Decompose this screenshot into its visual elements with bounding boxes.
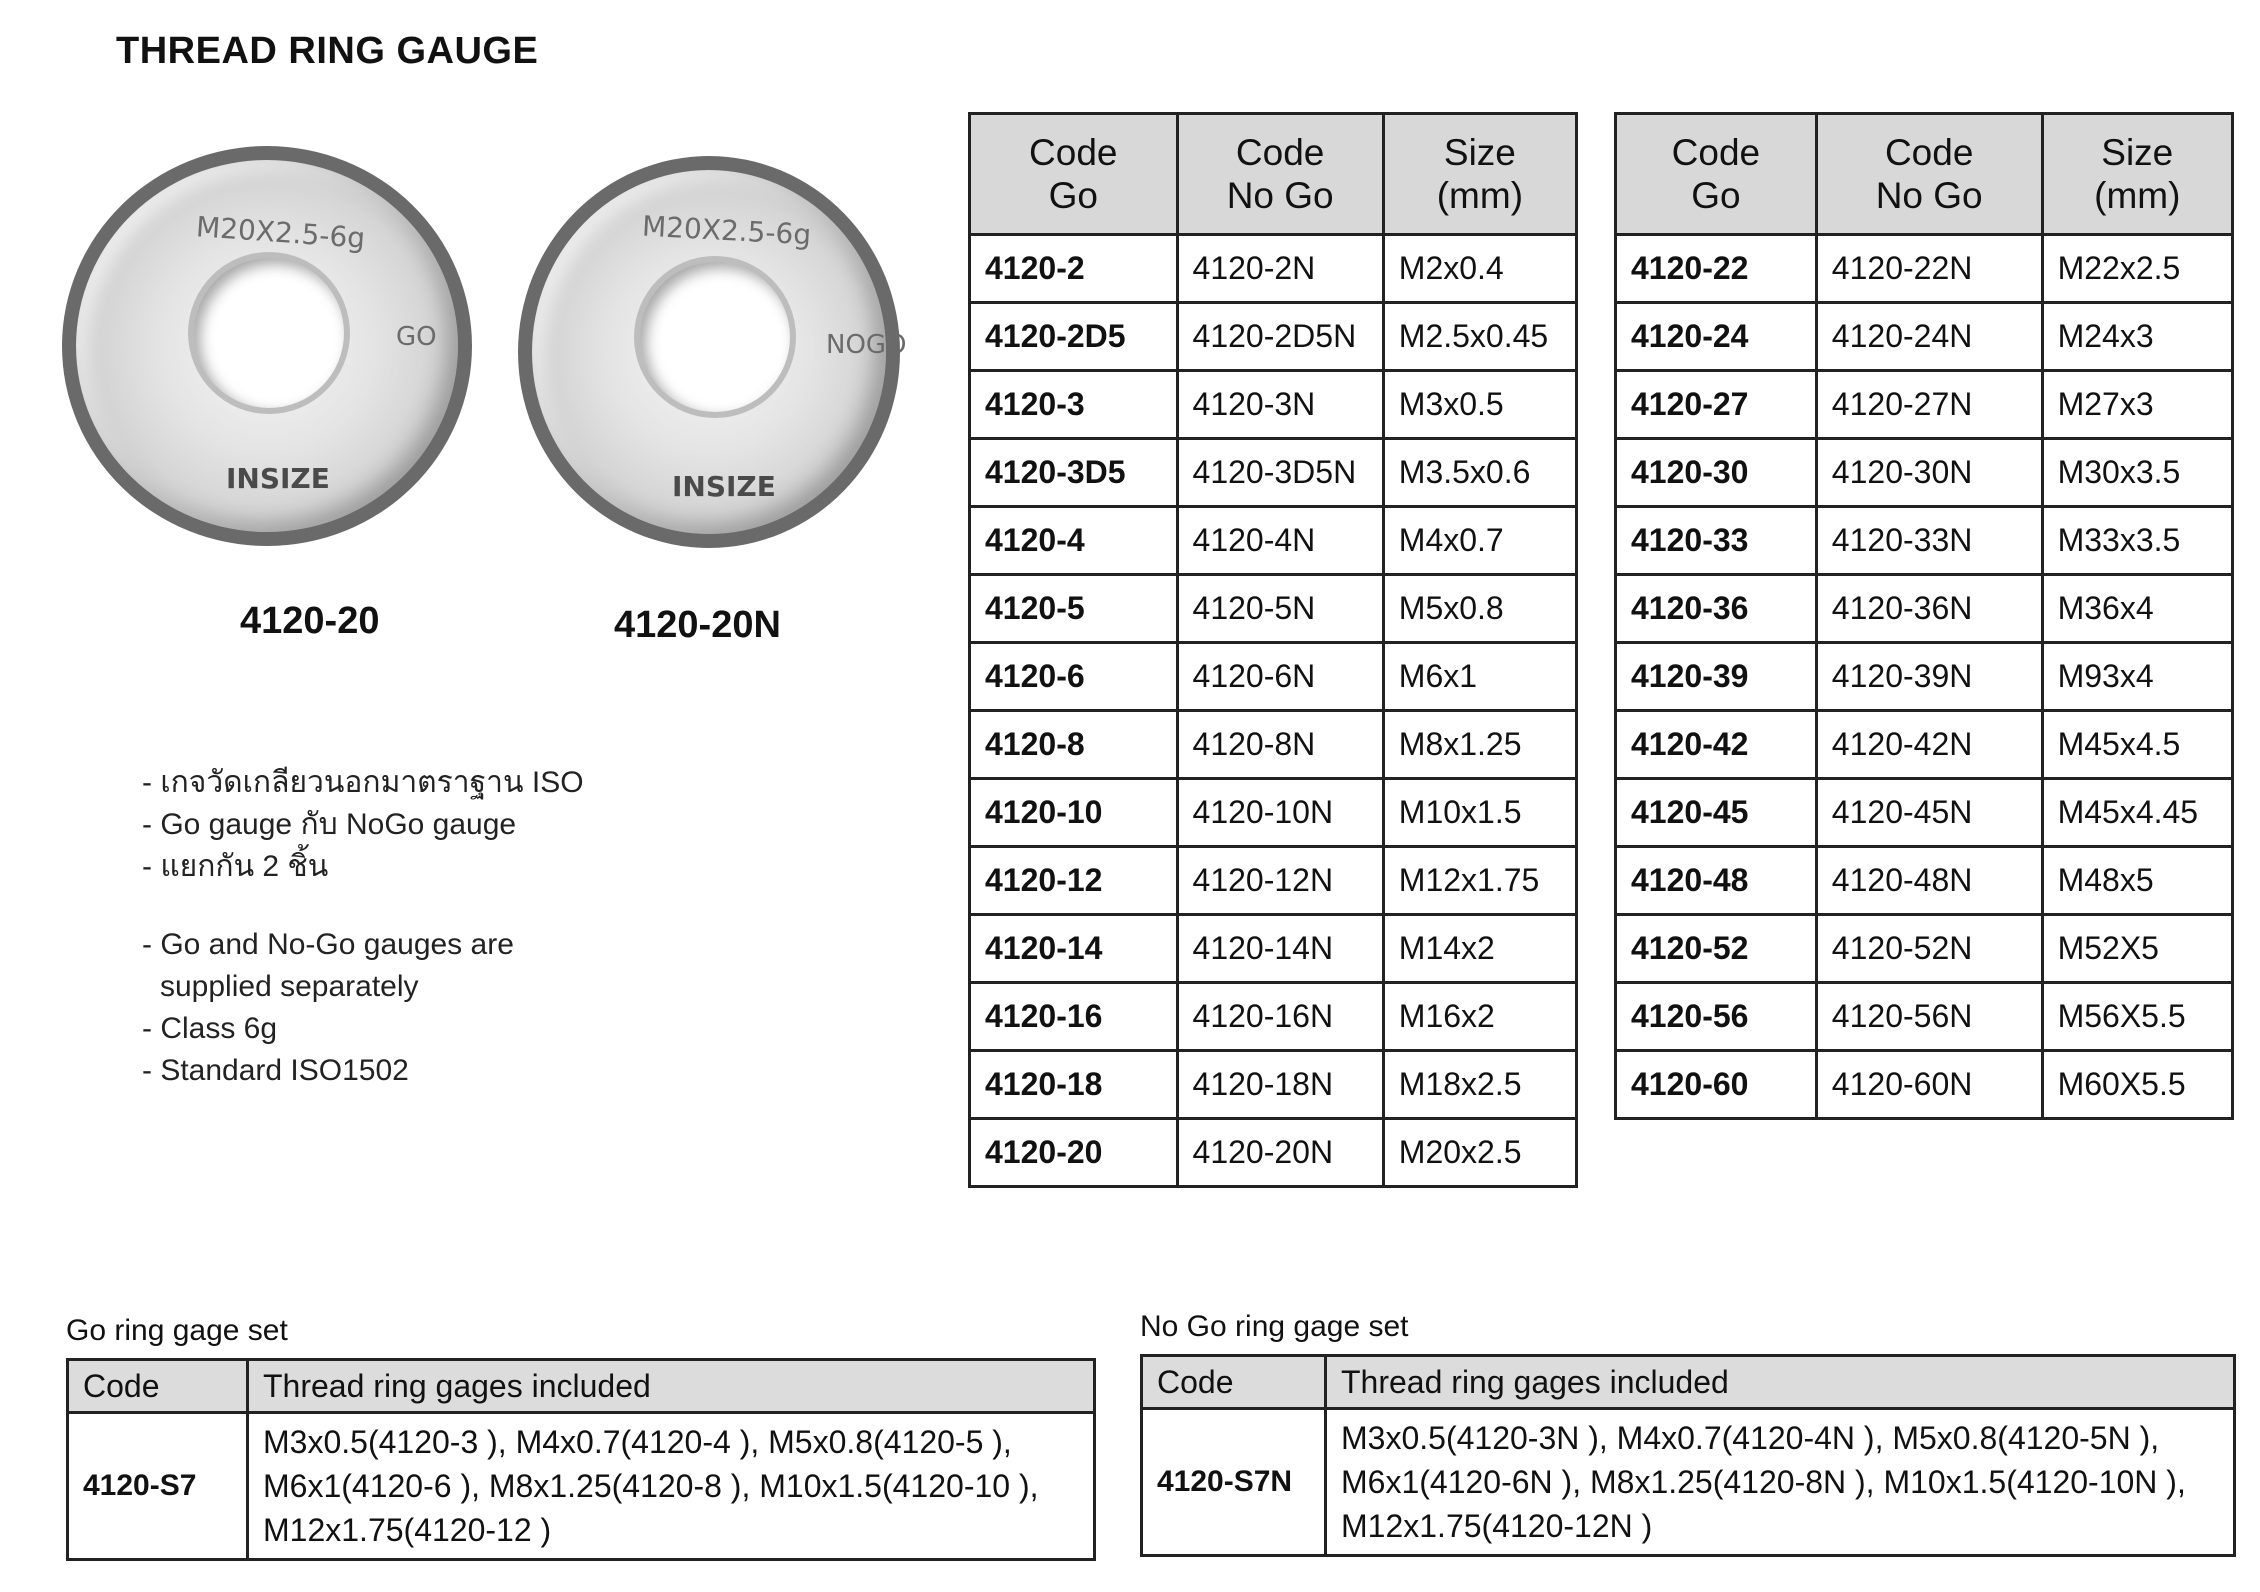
size-cell: M45x4.45: [2042, 779, 2232, 847]
size-cell: M20x2.5: [1383, 1119, 1576, 1187]
nogo-ring-gauge-image: [518, 156, 907, 548]
included-line: M6x1(4120-6 ), M8x1.25(4120-8 ), M10x1.5(4120-10 ),: [263, 1468, 1039, 1504]
code-go-cell: 4120-3D5: [970, 439, 1178, 507]
notes-english: [142, 924, 514, 1092]
table-row: [970, 643, 1577, 711]
table-header-row: [68, 1360, 1095, 1413]
code-go-cell: 4120-18: [970, 1051, 1178, 1119]
ring-hole: [194, 258, 344, 408]
size-cell: M48x5: [2042, 847, 2232, 915]
ring-engraving: M20X2.5-6g: [641, 209, 812, 252]
table-row: [1616, 779, 2233, 847]
code-go-cell: 4120-3: [970, 371, 1178, 439]
header-code-go: Code Go: [970, 114, 1178, 235]
code-nogo-cell: 4120-22N: [1816, 235, 2042, 303]
included-line: M6x1(4120-6N ), M8x1.25(4120-8N ), M10x1.5(4120-10N ),: [1341, 1464, 2186, 1500]
table-row: [1616, 575, 2233, 643]
code-go-cell: 4120-4: [970, 507, 1178, 575]
table-row: [1616, 235, 2233, 303]
go-set-label: Go ring gage set: [66, 1314, 288, 1347]
code-nogo-cell: 4120-60N: [1816, 1051, 2042, 1119]
size-cell: M18x2.5: [1383, 1051, 1576, 1119]
code-go-cell: 4120-30: [1616, 439, 1817, 507]
table-row: [1616, 439, 2233, 507]
code-go-cell: 4120-45: [1616, 779, 1817, 847]
code-go-cell: 4120-22: [1616, 235, 1817, 303]
nogo-set-label: No Go ring gage set: [1140, 1310, 1409, 1343]
ring-hole: [640, 262, 790, 412]
table-row: [1616, 303, 2233, 371]
size-table-left: [968, 112, 1578, 1188]
code-go-cell: 4120-6: [970, 643, 1178, 711]
note-line: supplied separately: [160, 970, 419, 1003]
header-size: Size (mm): [2042, 114, 2232, 235]
code-go-cell: 4120-8: [970, 711, 1178, 779]
header-size: Size (mm): [1383, 114, 1576, 235]
table-row: [970, 575, 1577, 643]
size-cell: M3.5x0.6: [1383, 439, 1576, 507]
table-row: [970, 779, 1577, 847]
code-nogo-cell: 4120-45N: [1816, 779, 2042, 847]
code-go-cell: 4120-56: [1616, 983, 1817, 1051]
code-nogo-cell: 4120-8N: [1177, 711, 1383, 779]
code-nogo-cell: 4120-30N: [1816, 439, 2042, 507]
code-go-cell: 4120-39: [1616, 643, 1817, 711]
size-cell: M2.5x0.45: [1383, 303, 1576, 371]
code-nogo-cell: 4120-6N: [1177, 643, 1383, 711]
code-nogo-cell: 4120-39N: [1816, 643, 2042, 711]
go-gauge-caption: 4120-20: [240, 600, 380, 642]
set-included: [248, 1413, 1095, 1560]
code-nogo-cell: 4120-16N: [1177, 983, 1383, 1051]
go-set-table: [66, 1358, 1096, 1561]
page-title: THREAD RING GAUGE: [116, 30, 539, 72]
size-cell: M24x3: [2042, 303, 2232, 371]
ring-engraving: M20X2.5-6g: [195, 210, 367, 255]
table-row: [970, 983, 1577, 1051]
code-go-cell: 4120-60: [1616, 1051, 1817, 1119]
note-line: - Go gauge กับ NoGo gauge: [142, 808, 517, 841]
header-code-go: Code Go: [1616, 114, 1817, 235]
go-ring-gauge-image: [62, 146, 472, 546]
included-line: M12x1.75(4120-12N ): [1341, 1508, 1653, 1544]
code-nogo-cell: 4120-12N: [1177, 847, 1383, 915]
code-go-cell: 4120-27: [1616, 371, 1817, 439]
size-cell: M12x1.75: [1383, 847, 1576, 915]
size-cell: M33x3.5: [2042, 507, 2232, 575]
table-row: [970, 847, 1577, 915]
code-go-cell: 4120-24: [1616, 303, 1817, 371]
code-go-cell: 4120-16: [970, 983, 1178, 1051]
brand-logo: INSIZE: [672, 470, 776, 503]
table-row: [1616, 711, 2233, 779]
size-cell: M8x1.25: [1383, 711, 1576, 779]
included-line: M3x0.5(4120-3 ), M4x0.7(4120-4 ), M5x0.8(4120-5 ),: [263, 1424, 1012, 1460]
code-nogo-cell: 4120-52N: [1816, 915, 2042, 983]
table-row: [970, 507, 1577, 575]
size-cell: M16x2: [1383, 983, 1576, 1051]
table-row: [1616, 847, 2233, 915]
code-go-cell: 4120-20: [970, 1119, 1178, 1187]
header-code-nogo: Code No Go: [1177, 114, 1383, 235]
table-row: [1616, 915, 2233, 983]
code-nogo-cell: 4120-33N: [1816, 507, 2042, 575]
code-go-cell: 4120-36: [1616, 575, 1817, 643]
table-header-row: [1142, 1356, 2235, 1409]
header-included: Thread ring gages included: [1326, 1356, 2235, 1409]
size-cell: M22x2.5: [2042, 235, 2232, 303]
code-go-cell: 4120-33: [1616, 507, 1817, 575]
table-row: [970, 915, 1577, 983]
note-line: - Standard ISO1502: [142, 1054, 409, 1087]
code-nogo-cell: 4120-5N: [1177, 575, 1383, 643]
table-header-row: [970, 114, 1577, 235]
size-cell: M60X5.5: [2042, 1051, 2232, 1119]
ring-go-mark: GO: [396, 322, 437, 352]
code-nogo-cell: 4120-4N: [1177, 507, 1383, 575]
code-go-cell: 4120-42: [1616, 711, 1817, 779]
code-go-cell: 4120-14: [970, 915, 1178, 983]
set-included: [1326, 1409, 2235, 1556]
size-cell: M4x0.7: [1383, 507, 1576, 575]
table-row: [970, 235, 1577, 303]
code-nogo-cell: 4120-2N: [1177, 235, 1383, 303]
set-code: 4120-S7N: [1142, 1409, 1326, 1556]
code-nogo-cell: 4120-36N: [1816, 575, 2042, 643]
table-row: [1616, 1051, 2233, 1119]
header-code: Code: [68, 1360, 248, 1413]
code-go-cell: 4120-10: [970, 779, 1178, 847]
table-row: [1616, 983, 2233, 1051]
code-nogo-cell: 4120-3D5N: [1177, 439, 1383, 507]
note-line: - Go and No-Go gauges are: [142, 928, 514, 961]
size-cell: M52X5: [2042, 915, 2232, 983]
code-go-cell: 4120-12: [970, 847, 1178, 915]
table-row: [68, 1413, 1095, 1560]
size-cell: M27x3: [2042, 371, 2232, 439]
code-go-cell: 4120-2D5: [970, 303, 1178, 371]
size-cell: M10x1.5: [1383, 779, 1576, 847]
header-code: Code: [1142, 1356, 1326, 1409]
code-nogo-cell: 4120-10N: [1177, 779, 1383, 847]
notes-thai: [142, 762, 584, 888]
brand-logo: INSIZE: [226, 462, 330, 495]
size-cell: M3x0.5: [1383, 371, 1576, 439]
size-cell: M2x0.4: [1383, 235, 1576, 303]
table-row: [970, 711, 1577, 779]
note-line: - Class 6g: [142, 1012, 278, 1045]
code-go-cell: 4120-52: [1616, 915, 1817, 983]
table-row: [970, 303, 1577, 371]
code-nogo-cell: 4120-2D5N: [1177, 303, 1383, 371]
code-nogo-cell: 4120-24N: [1816, 303, 2042, 371]
size-cell: M6x1: [1383, 643, 1576, 711]
code-nogo-cell: 4120-3N: [1177, 371, 1383, 439]
size-cell: M45x4.5: [2042, 711, 2232, 779]
code-nogo-cell: 4120-48N: [1816, 847, 2042, 915]
table-row: [1616, 507, 2233, 575]
nogo-gauge-caption: 4120-20N: [614, 604, 781, 646]
included-line: M3x0.5(4120-3N ), M4x0.7(4120-4N ), M5x0.8(4120-5N ),: [1341, 1420, 2160, 1456]
code-nogo-cell: 4120-56N: [1816, 983, 2042, 1051]
table-row: [1616, 643, 2233, 711]
code-go-cell: 4120-5: [970, 575, 1178, 643]
code-nogo-cell: 4120-18N: [1177, 1051, 1383, 1119]
size-table-right: [1614, 112, 2234, 1120]
code-nogo-cell: 4120-14N: [1177, 915, 1383, 983]
header-included: Thread ring gages included: [248, 1360, 1095, 1413]
size-cell: M93x4: [2042, 643, 2232, 711]
table-row: [970, 439, 1577, 507]
code-go-cell: 4120-2: [970, 235, 1178, 303]
header-code-nogo: Code No Go: [1816, 114, 2042, 235]
code-nogo-cell: 4120-42N: [1816, 711, 2042, 779]
table-row: [970, 371, 1577, 439]
included-line: M12x1.75(4120-12 ): [263, 1512, 552, 1548]
table-row: [1616, 371, 2233, 439]
nogo-set-table: [1140, 1354, 2236, 1557]
set-code: 4120-S7: [68, 1413, 248, 1560]
table-row: [1142, 1409, 2235, 1556]
size-cell: M36x4: [2042, 575, 2232, 643]
size-cell: M14x2: [1383, 915, 1576, 983]
ring-nogo-mark: NOGO: [826, 330, 907, 360]
code-go-cell: 4120-48: [1616, 847, 1817, 915]
size-cell: M56X5.5: [2042, 983, 2232, 1051]
note-line: - แยกกัน 2 ชิ้น: [142, 850, 329, 883]
table-row: [970, 1119, 1577, 1187]
size-cell: M30x3.5: [2042, 439, 2232, 507]
size-cell: M5x0.8: [1383, 575, 1576, 643]
note-line: - เกจวัดเกลียวนอกมาตราฐาน ISO: [142, 766, 584, 799]
code-nogo-cell: 4120-27N: [1816, 371, 2042, 439]
table-row: [970, 1051, 1577, 1119]
code-nogo-cell: 4120-20N: [1177, 1119, 1383, 1187]
table-header-row: [1616, 114, 2233, 235]
